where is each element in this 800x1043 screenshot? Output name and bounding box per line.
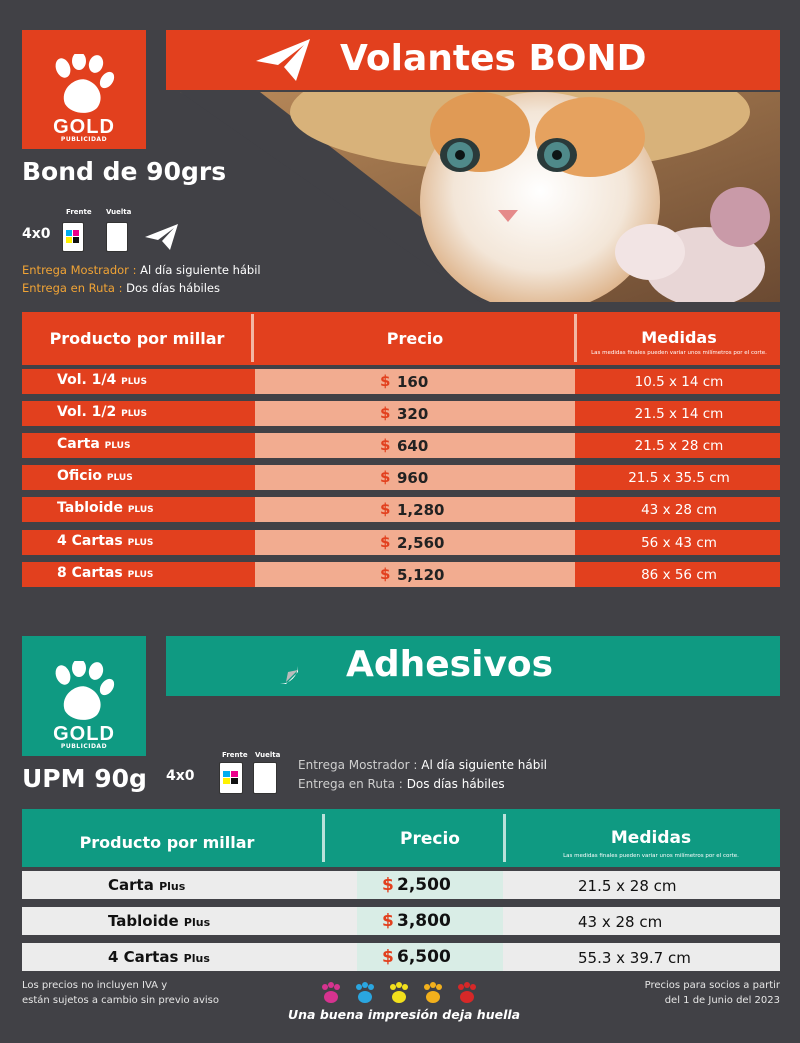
print-mode: 4x0 — [166, 768, 195, 784]
delivery-route: Entrega en Ruta : Dos días hábiles — [298, 777, 505, 791]
front-label: Frente — [66, 208, 92, 216]
paw-icon — [356, 982, 374, 1003]
delivery-route: Entrega en Ruta : Dos días hábiles — [22, 281, 220, 295]
gold-logo — [22, 30, 146, 149]
gold-logo: GOLD PUBLICIDAD — [22, 636, 146, 756]
paw-icon — [458, 982, 476, 1003]
paper-type: Bond de 90grs — [22, 157, 227, 186]
footer-note-right: Precios para socios a partir del 1 de Junio del 2023 — [644, 980, 780, 1006]
paw-icon — [424, 982, 442, 1003]
col-product: Producto por millar — [49, 329, 225, 348]
paper-plane-icon — [144, 222, 180, 252]
table-row: Carta PLUS $ 640 21.5 x 28 cm — [22, 433, 780, 458]
back-label: Vuelta — [106, 208, 132, 216]
section-title: Adhesivos — [346, 644, 554, 685]
back-sheet-icon — [106, 222, 128, 252]
table-header — [22, 312, 780, 365]
footer-note-left: Los precios no incluyen IVA y están sujetos a cambio sin previo aviso — [22, 980, 219, 1006]
col-product: Producto por millar — [79, 833, 255, 852]
delivery-counter: Entrega Mostrador : Al día siguiente hábil — [22, 263, 261, 277]
col-price: Precio — [400, 829, 460, 849]
table-row: Carta Plus $ 2,500 21.5 x 28 cm — [22, 871, 780, 899]
paw-icon — [49, 661, 119, 723]
front-sheet-icon — [62, 222, 84, 252]
paper-plane-icon — [254, 35, 314, 85]
back-label: Vuelta — [255, 751, 281, 759]
title-banner — [166, 636, 780, 696]
paper-type: UPM 90g — [22, 764, 147, 793]
sticker-icon — [260, 646, 300, 686]
table-header — [22, 809, 780, 867]
table-row: 4 Cartas Plus $ 6,500 55.3 x 39.7 cm — [22, 943, 780, 971]
kitten-photo — [180, 92, 780, 302]
back-sheet-icon — [253, 762, 277, 794]
front-sheet-icon — [219, 762, 243, 794]
header-divider — [574, 314, 577, 362]
brand-name: GOLD — [53, 116, 115, 138]
table-row: Tabloide Plus $ 3,800 43 x 28 cm — [22, 907, 780, 935]
table-row: Oficio PLUS $ 960 21.5 x 35.5 cm — [22, 465, 780, 490]
table-row: Vol. 1/2 PLUS $ 320 21.5 x 14 cm — [22, 401, 780, 426]
table-row: 8 Cartas PLUS $ 5,120 86 x 56 cm — [22, 562, 780, 587]
paw-prints — [318, 982, 488, 1006]
front-label: Frente — [222, 751, 248, 759]
table-row: 4 Cartas PLUS $ 2,560 56 x 43 cm — [22, 530, 780, 555]
size-note: Las medidas finales pueden variar unos milímetros por el corte. — [591, 350, 767, 356]
table-row: Vol. 1/4 PLUS $ 160 10.5 x 14 cm — [22, 369, 780, 394]
brand-sub: PUBLICIDAD — [60, 136, 108, 143]
col-price: Precio — [386, 329, 444, 348]
slogan: Una buena impresión deja huella — [288, 1007, 521, 1022]
paw-icon — [322, 982, 340, 1003]
col-size: Medidas — [610, 828, 692, 848]
header-divider — [251, 314, 254, 362]
header-divider — [322, 814, 325, 862]
section-title: Volantes BOND — [340, 38, 647, 79]
table-row: Tabloide PLUS $ 1,280 43 x 28 cm — [22, 497, 780, 522]
col-size: Medidas — [641, 328, 717, 347]
size-note: Las medidas finales pueden variar unos milímetros por el corte. — [563, 853, 739, 859]
title-banner — [166, 30, 780, 90]
header-divider — [503, 814, 506, 862]
paw-icon — [390, 982, 408, 1003]
paw-icon — [49, 54, 119, 116]
print-mode: 4x0 — [22, 226, 51, 242]
delivery-counter: Entrega Mostrador : Al día siguiente hábil — [298, 758, 548, 772]
